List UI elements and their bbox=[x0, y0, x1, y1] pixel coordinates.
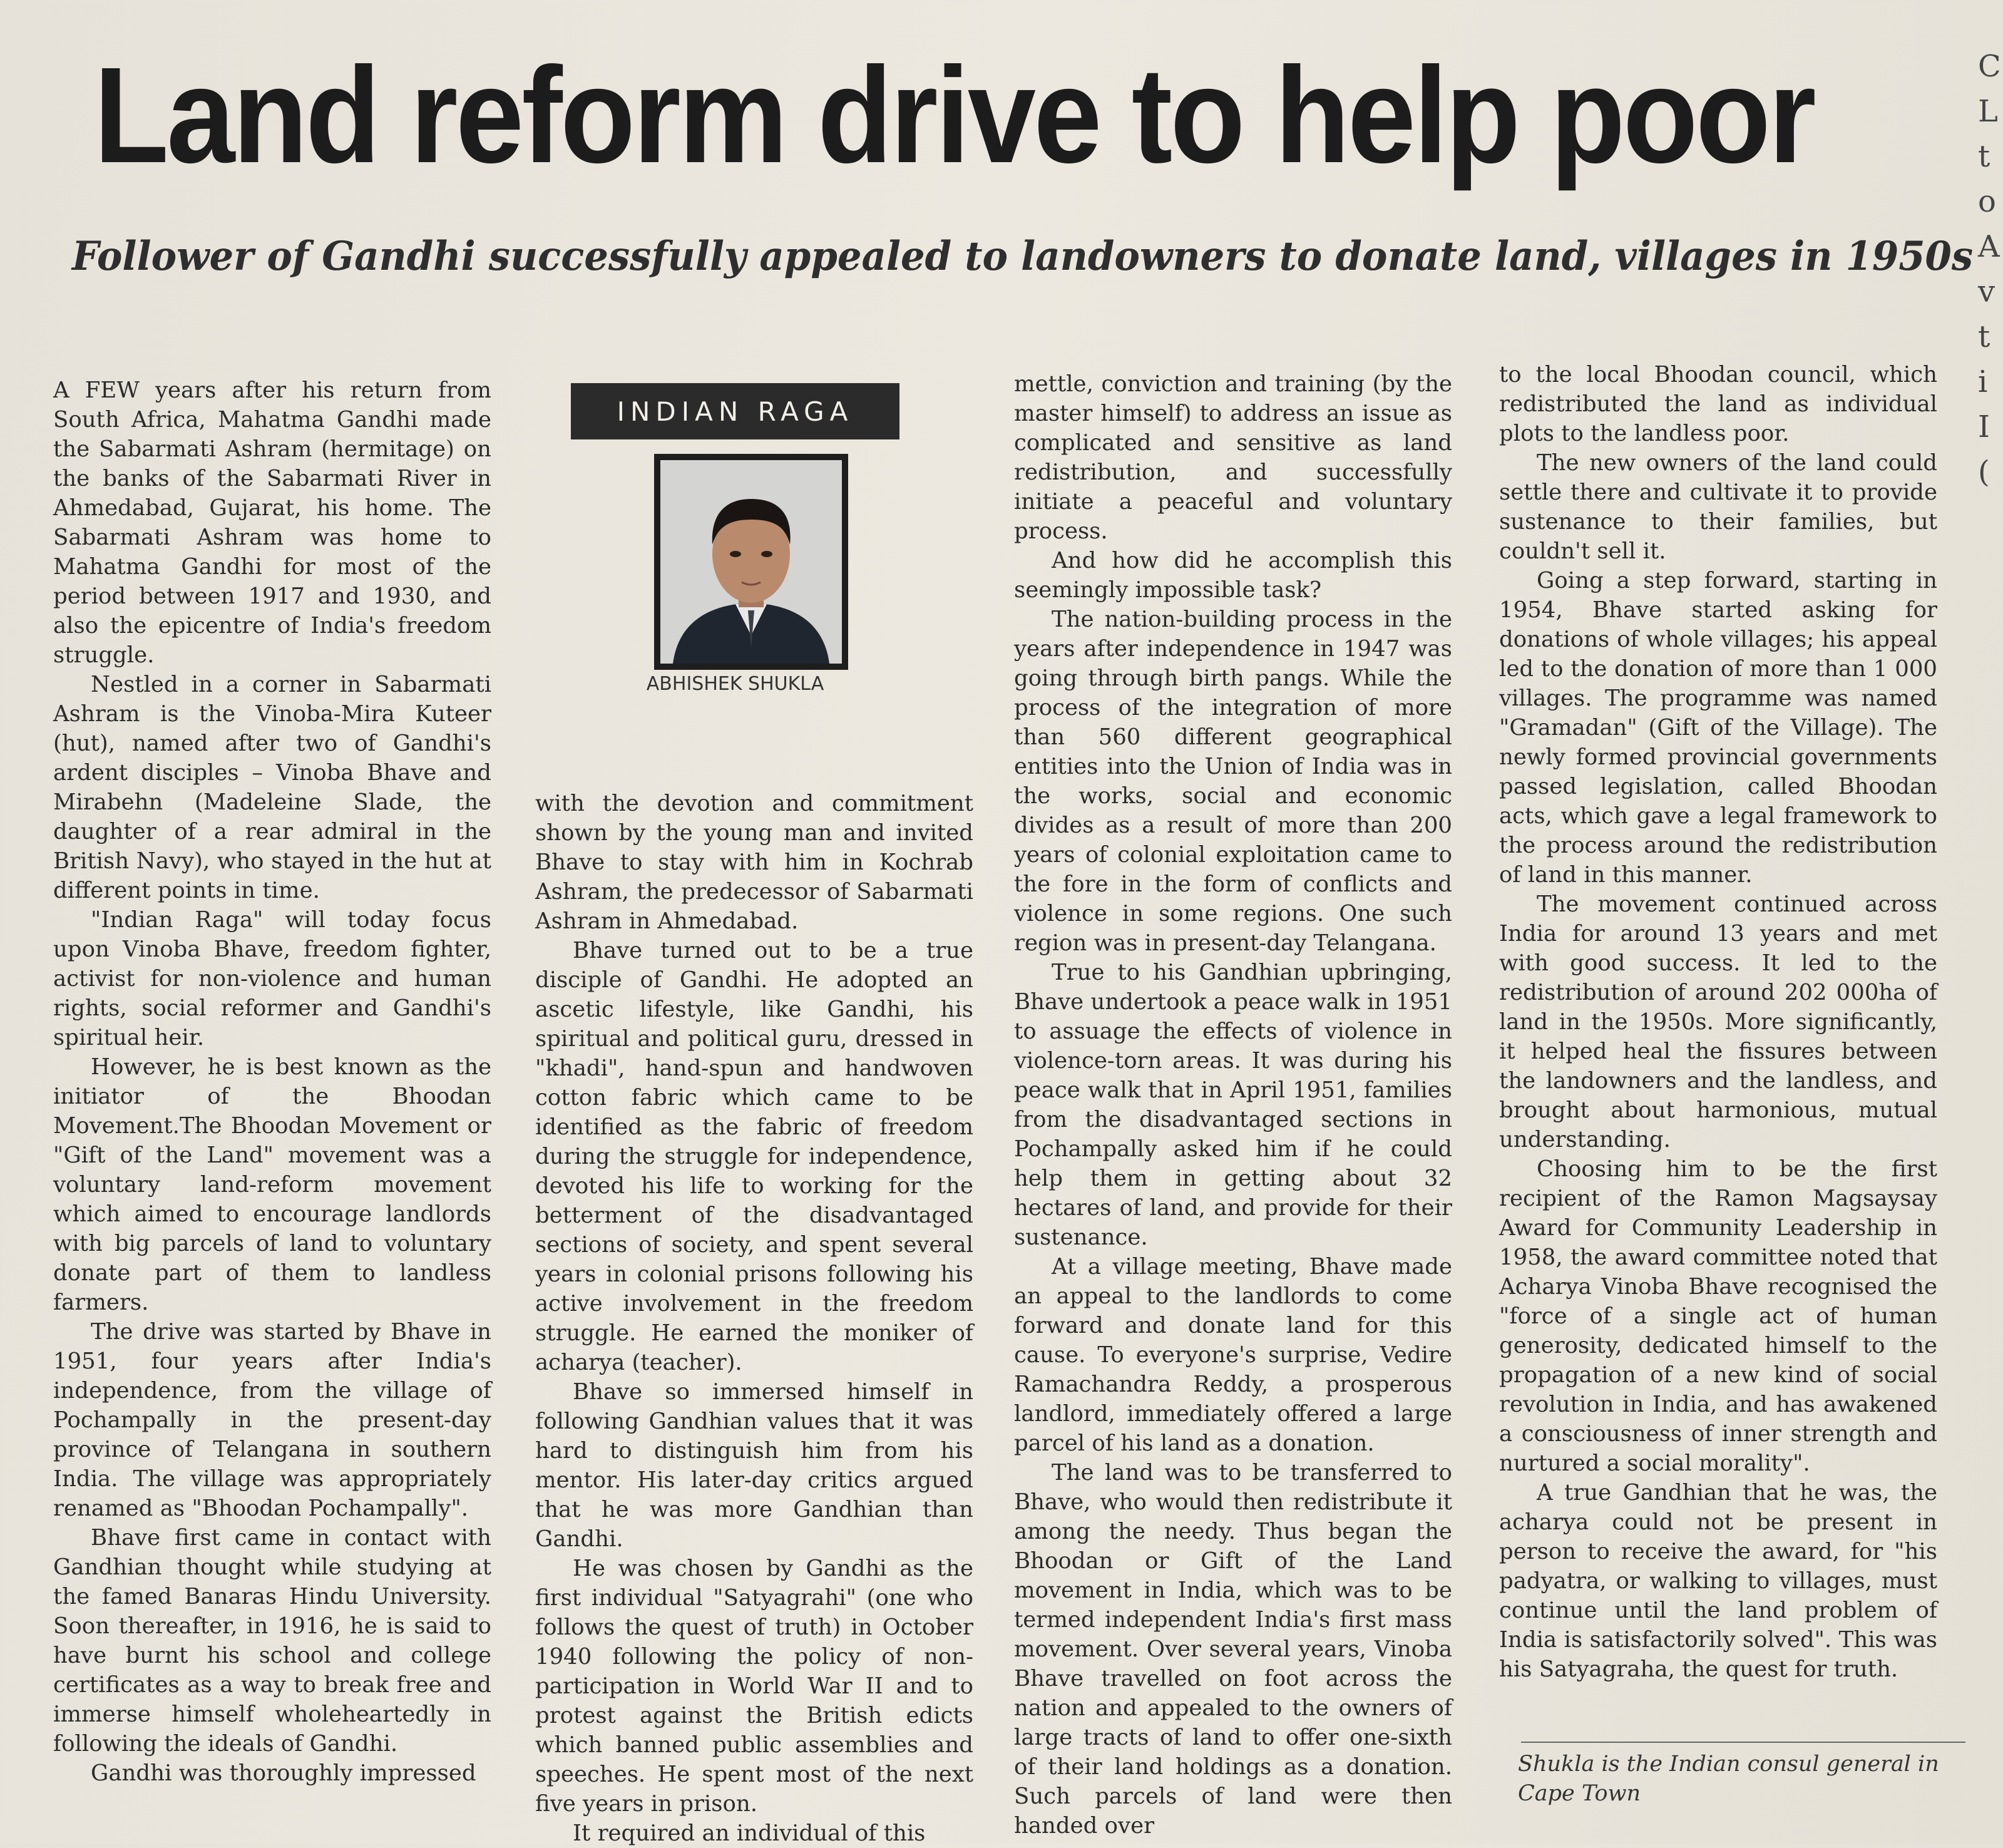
paragraph: The new owners of the land could settle there and cultivate it to provide sustenance to their families, but couldn't sell it. bbox=[1499, 450, 1937, 564]
adjacent-column-edge bbox=[1978, 44, 2003, 495]
paragraph: However, he is best known as the initiator of the Bhoodan Movement.The Bhoodan Movement or "Gift of the Land" movement was a voluntary land-reform movement which aimed to encourage landlords with big parcels of land to voluntary donate part of them to landless farmers. bbox=[53, 1054, 491, 1315]
edge-letter: t bbox=[1978, 139, 1990, 174]
headline: Land reform drive to help poor bbox=[94, 39, 1815, 192]
edge-letter: i bbox=[1978, 364, 1988, 399]
paragraph: It required an individual of this bbox=[573, 1820, 926, 1846]
edge-letter: t bbox=[1978, 319, 1990, 354]
paragraph: "Indian Raga" will today focus upon Vinoba Bhave, freedom fighter, activist for non-violence and human rights, social reformer and Gandhi's spiritual heir. bbox=[53, 907, 491, 1050]
paragraph: A true Gandhian that he was, the acharya could not be present in person to receive the award, for "his padyatra, or walking to villages, must continue until the land problem of India is satisfactorily solved". This was his Satyagraha, the quest for truth. bbox=[1499, 1480, 1937, 1682]
edge-letter: I bbox=[1978, 409, 1990, 444]
paragraph: The land was to be transferred to Bhave, who would then redistribute it among the needy. Thus began the Bhoodan or Gift of the Land movement in India, which was to be termed independent India's first mass movement. Over several years, Vinoba Bhave travelled on foot across the nation and appealed to the owners of large tracts of land to offer one-sixth of their land holdings as a donation. Such parcels of land were then handed over bbox=[1014, 1460, 1452, 1839]
paragraph: And how did he accomplish this seemingly impossible task? bbox=[1014, 548, 1452, 603]
author-photo bbox=[654, 454, 848, 670]
paragraph: A FEW years after his return from South Africa, Mahatma Gandhi made the Sabarmati Ashram (hermitage) on the banks of the Sabarmati River in Ahmedabad, Gujarat, his home. The Sabarmati Ashram was home to Mahatma Gandhi for most of the period between 1917 and 1930, and also the epicentre of India's freedom struggle. bbox=[53, 377, 491, 668]
author-byline: ABHISHEK SHUKLA bbox=[646, 673, 824, 695]
paragraph: Bhave turned out to be a true disciple of Gandhi. He adopted an ascetic lifestyle, like Gandhi, his spiritual and political guru, dressed in "khadi", hand-spun and handwoven cotton fabric which came to be identified as the fabric of freedom during the struggle for independence, devoted his life to working for the betterment of the disadvantaged sections of society, and spent several years in colonial prisons following his active involvement in the freedom struggle. He earned the moniker of acharya (teacher). bbox=[535, 938, 973, 1375]
edge-letter: L bbox=[1978, 94, 1998, 129]
article-column-4 bbox=[1499, 360, 1937, 1684]
subheadline: Follower of Gandhi successfully appealed to landowners to donate land, villages in 1950s bbox=[72, 233, 1974, 280]
paragraph: to the local Bhoodan council, which redistributed the land as individual plots to the landless poor. bbox=[1499, 362, 1937, 446]
article-column-3 bbox=[1014, 369, 1452, 1840]
edge-letter: o bbox=[1978, 184, 1996, 219]
paragraph: Nestled in a corner in Sabarmati Ashram is the Vinoba-Mira Kuteer (hut), named after two of Gandhi's ardent disciples – Vinoba Bhave and Mirabehn (Madeleine Slade, the daughter of a rear admiral in the British Navy), who stayed in the hut at different points in time. bbox=[53, 672, 491, 903]
paragraph: The nation-building process in the years after independence in 1947 was going through birth pangs. While the process of the integration of more than 560 different geographical entities into the Union of India was in the works, social and economic divides as a result of more than 200 years of colonial exploitation came to the fore in the form of conflicts and violence in some regions. One such region was in present-day Telangana. bbox=[1014, 607, 1452, 956]
paragraph: Going a step forward, starting in 1954, Bhave started asking for donations of whole villages; his appeal led to the donation of more than 1 000 villages. The programme was named "Gramadan" (Gift of the Village). The newly formed provincial governments passed legislation, called Bhoodan acts, which gave a legal framework to the process around the redistribution of land in this manner. bbox=[1499, 568, 1937, 888]
paragraph: Choosing him to be the first recipient of the Ramon Magsaysay Award for Community Leadership in 1958, the award committee noted that Acharya Vinoba Bhave recognised the "force of a single act of human generosity, dedicated himself to the propagation of a new kind of social revolution in India, and has awakened a consciousness of inner strength and nurtured a social morality". bbox=[1499, 1156, 1937, 1476]
column-label: INDIAN RAGA bbox=[571, 383, 899, 439]
edge-letter: ( bbox=[1978, 454, 1990, 490]
edge-letter: C bbox=[1978, 49, 2001, 84]
edge-letter: v bbox=[1978, 274, 1995, 309]
paragraph: He was chosen by Gandhi as the first individual "Satyagrahi" (one who follows the quest of truth) in October 1940 following the policy of non-participation in World War II and to protest against the British edicts which banned public assemblies and speeches. He spent most of the next five years in prison. bbox=[535, 1556, 973, 1817]
paragraph: The movement continued across India for around 13 years and met with good success. It led to the redistribution of around 202 000ha of land in the 1950s. More significantly, it helped heal the fissures between the landowners and the landless, and brought about harmonious, mutual understanding. bbox=[1499, 891, 1937, 1152]
paragraph: Bhave first came in contact with Gandhian thought while studying at the famed Banaras Hindu University. Soon thereafter, in 1916, he is said to have burnt his school and college certificates as a way to break free and immerse himself wholeheartedly in following the ideals of Gandhi. bbox=[53, 1525, 491, 1757]
paragraph: Gandhi was thoroughly impressed bbox=[91, 1760, 476, 1786]
footnote-line: Cape Town bbox=[1518, 1781, 1641, 1806]
article-column-1 bbox=[53, 376, 491, 1788]
author-footnote bbox=[1518, 1750, 1969, 1809]
footnote-divider bbox=[1521, 1742, 1965, 1743]
paragraph: The drive was started by Bhave in 1951, four years after India's independence, from the village of Pochampally in the present-day province of Telangana in southern India. The village was appropriately renamed as "Bhoodan Pochampally". bbox=[53, 1319, 491, 1521]
article-column-2 bbox=[535, 789, 973, 1848]
paragraph: with the devotion and commitment shown by the young man and invited Bhave to stay with him in Kochrab Ashram, the predecessor of Sabarmati Ashram in Ahmedabad. bbox=[535, 791, 973, 934]
paragraph: True to his Gandhian upbringing, Bhave undertook a peace walk in 1951 to assuage the effects of violence in violence-torn areas. It was during his peace walk that in April 1951, families from the disadvantaged sections in Pochampally asked him if he could help them in getting about 32 hectares of land, and provide for their sustenance. bbox=[1014, 960, 1452, 1250]
paragraph: At a village meeting, Bhave made an appeal to the landlords to come forward and donate land for this cause. To everyone's surprise, Vedire Ramachandra Reddy, a prosperous landlord, immediately offered a large parcel of his land as a donation. bbox=[1014, 1254, 1452, 1456]
paragraph: mettle, conviction and training (by the master himself) to address an issue as complicated and sensitive as land redistribution, and successfully initiate a peaceful and voluntary process. bbox=[1014, 371, 1452, 544]
footnote-line: Shukla is the Indian consul general in bbox=[1518, 1752, 1939, 1777]
author-portrait-image bbox=[660, 460, 842, 664]
edge-letter: A bbox=[1978, 229, 2000, 264]
paragraph: Bhave so immersed himself in following Gandhian values that it was hard to distinguish him from his mentor. His later-day critics argued that he was more Gandhian than Gandhi. bbox=[535, 1379, 973, 1552]
